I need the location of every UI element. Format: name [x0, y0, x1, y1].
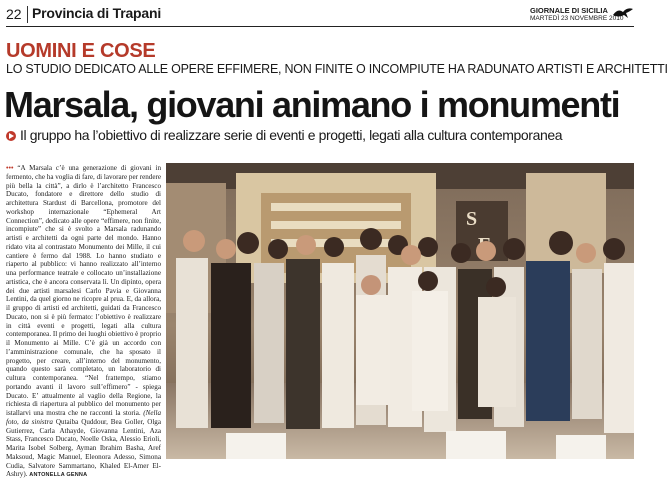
- section-title: Provincia di Trapani: [32, 5, 162, 21]
- newspaper-name: GIORNALE DI SICILIA: [530, 6, 608, 15]
- article-body: [6, 164, 161, 479]
- page-number: 22: [6, 6, 22, 22]
- issue-date: MARTEDÌ 23 NOVEMBRE 2010: [530, 15, 624, 22]
- deck: Il gruppo ha l’obiettivo di realizzare serie di eventi e progetti, legati alla cultura contemporanea: [20, 127, 563, 143]
- photo-caption: Qutaiba Quddour, Bea Goller, Olga Gutierrez, Carla Athayde, Giovanna Lentini, Aza Stass, Francesco Ducato, Noelle Oska, Alessio Erioli, Marita Isobel Solberg, Ayman Ibrahim Basha, Aref Maksoud, Magic Manuel, Eleonora Adesso, Simona Cudia, Salvatore Sammartano, Khaled El-Amer El-Ashry).: [6, 417, 161, 479]
- kicker-subtitle: LO STUDIO DEDICATO ALLE OPERE EFFIMERE, NON FINITE O INCOMPIUTE HA RADUNATO ARTISTI E ARCHITETTI: [6, 62, 668, 76]
- byline: ANTONELLA GENNA: [29, 472, 88, 479]
- photo-caption-label: (Nella foto, da sinistra: [6, 409, 161, 426]
- header-rule: [6, 26, 634, 27]
- sign-letter-top: S: [466, 208, 478, 230]
- lead-marker: •••: [6, 164, 14, 172]
- newspaper-logo-icon: [612, 6, 634, 20]
- body-text: “A Marsala c’è una generazione di giovani in fermento, che ha voglia di fare, di lavorare per rendere più bella la città”, a dirlo è l’architetto Francesco Ducato, fondatore e direttore dello studio di architettura Stardust di Barcellona, promotore del workshop internazionale “Ephemeral Art Connection”, dedicato alle opere “effimere, non finite, incompiute” che si è svolto a Marsala radunando artisti e architetti da ogni parte del mondo. Hanno ridato vita al contrastato Monumento dei Mille, il cui cantiere è fermo dal 1988. Lo hanno studiato e riaperto al pubblico: vi hanno realizzato all’interno una performance teatrale e collocato un’installazione artistica, che è ancora conservata lì. Un dipinto, opera dei due artisti marsalesi Carlo Pavia e Giovanna Lentini, da quel giorno ne ricopre al prua. E, da allora, il gruppo di artisti ed architetti, guidati da Francesco Ducato, non si è più fermato: l’obiettivo è realizzare in città eventi e progetti, legati alla cultura contemporanea. Il primo dei luoghi obiettivo è proprio il Monumento ai Mille. C’è già un accordo con l’amministrazione comunale, che ha sposato il progetto, per creare, all’interno del monumento, quando questo sarà completato, un laboratorio di cultura contemporanea. “Nel frattempo, stiamo portando avanti il lavoro sull’effimero” - spiega Ducato. E’ attualmente al vaglio della Regione, la richiesta di riapertura al pubblico del monumento per istallarvi una mostra che ne racconti la storia.: [6, 164, 161, 417]
- header-divider: [27, 6, 28, 23]
- kicker: UOMINI E COSE: [6, 40, 156, 62]
- headline: Marsala, giovani animano i monumenti: [4, 84, 620, 125]
- group-photo: [166, 163, 634, 459]
- deck-bullet-icon: [6, 131, 16, 141]
